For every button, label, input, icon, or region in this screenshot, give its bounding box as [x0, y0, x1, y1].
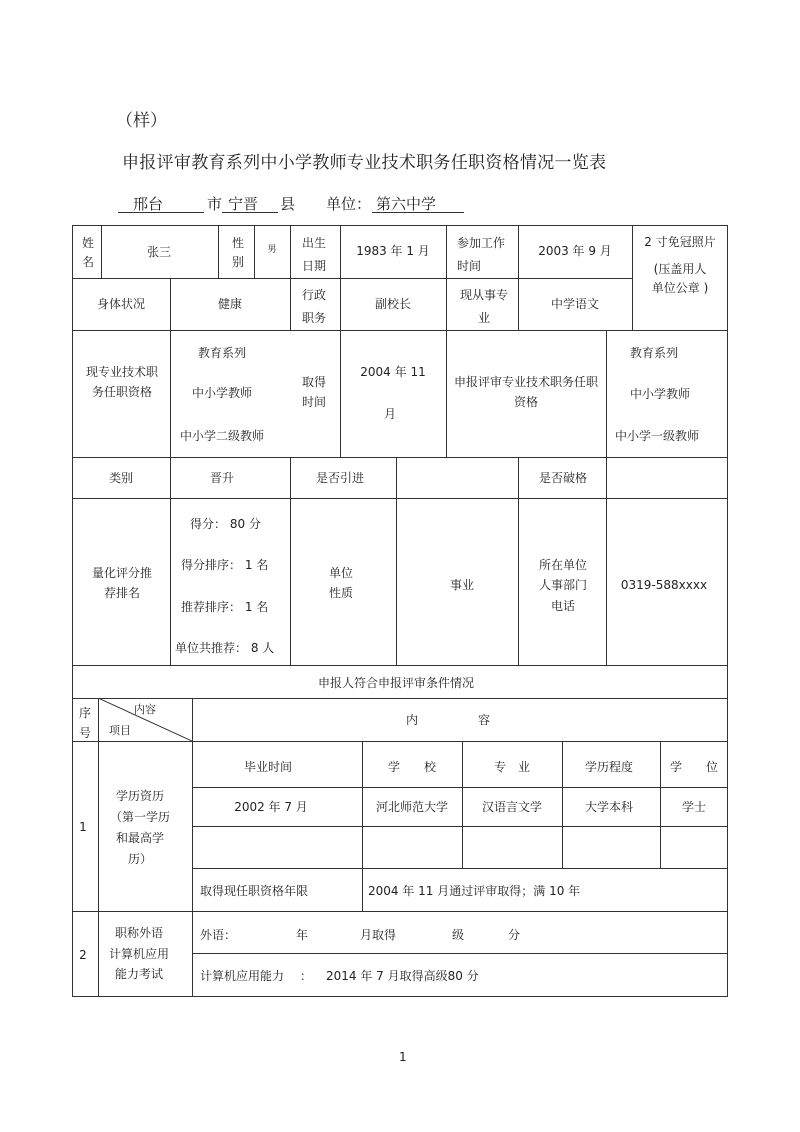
edu-label-line4: 历） — [127, 852, 153, 866]
col-degree-level: 学历程度 — [584, 760, 634, 774]
school-value: 河北师范大学 — [375, 800, 449, 814]
introduced-label: 是否引进 — [315, 471, 365, 485]
degree-value: 学士 — [681, 800, 707, 814]
city-label: 市 — [207, 195, 223, 213]
recommend-rank: 推荐排序： 1 名 — [181, 600, 269, 614]
admin-position-label: 行政职务 — [302, 288, 327, 325]
col-school: 学 校 — [387, 760, 437, 774]
exception-label: 是否破格 — [538, 471, 588, 485]
computer-value: 2014 年 7 月取得高级80 分 — [326, 969, 479, 983]
unit-nature-label: 单位性质 — [328, 566, 353, 601]
content-header: 内 容 — [405, 713, 491, 727]
score-rank-label: 量化评分推荐排名 — [92, 566, 153, 601]
grad-time-value: 2002 年 7 月 — [234, 800, 308, 814]
unit-underline — [372, 212, 464, 213]
name-label: 姓名 — [81, 236, 94, 269]
gender-label: 性别 — [231, 236, 244, 269]
diagonal-content-label: 内容 — [134, 703, 156, 716]
foreign-level-label: 级 — [452, 928, 465, 942]
gender-value: 男 — [267, 245, 277, 255]
foreign-year-label: 年 — [296, 928, 309, 942]
current-title-line2: 中小学教师 — [191, 386, 253, 400]
current-title-line3: 中小学二级教师 — [179, 429, 265, 443]
foreign-score-label: 分 — [508, 928, 521, 942]
tenure-value: 2004 年 11 月通过评审取得；满 10 年 — [368, 884, 581, 898]
unit-label: 单位： — [326, 195, 372, 213]
conditions-title: 申报人符合申报评审条件情况 — [317, 676, 475, 690]
edu-seq: 1 — [79, 820, 87, 834]
photo-instruction-line1: 2 寸免冠照片 — [644, 235, 716, 249]
apply-title-line3: 中小学一级教师 — [614, 429, 700, 443]
score-rank: 得分排序： 1 名 — [181, 558, 269, 572]
col-major: 专 业 — [493, 760, 531, 774]
category-label: 类别 — [108, 471, 134, 485]
apply-title-line2: 中小学教师 — [629, 387, 691, 401]
work-start-value: 2003 年 9 月 — [538, 244, 612, 258]
obtain-time-value-line2: 月 — [383, 407, 397, 421]
major-value: 汉语言文学 — [481, 800, 543, 814]
obtain-time-label: 取得时间 — [302, 375, 327, 410]
current-title-line1: 教育系列 — [197, 346, 247, 360]
tenure-label: 取得现任职资格年限 — [200, 884, 309, 898]
foreign-month-label: 月取得 — [360, 928, 397, 942]
degree-level-value: 大学本科 — [584, 800, 634, 814]
current-major-label: 现从事专业 — [460, 288, 509, 325]
admin-position-value: 副校长 — [374, 297, 412, 311]
hr-phone-value: 0319-588xxxx — [620, 578, 708, 592]
edu-label-line3: 和最高学 — [115, 831, 165, 845]
foreign-language-label: 外语： — [200, 928, 237, 942]
unit-nature-value: 事业 — [449, 578, 475, 592]
birth-value: 1983 年 1 月 — [356, 244, 430, 258]
photo-instruction-line2: (压盖用人 — [653, 262, 707, 276]
county-underline — [222, 212, 278, 213]
seq-label: 序号 — [78, 706, 91, 741]
exam-label-line2: 计算机应用 — [108, 947, 170, 961]
exam-label-line1: 职称外语 — [114, 926, 164, 940]
obtain-time-value-line1: 2004 年 11 — [360, 365, 426, 379]
computer-label: 计算机应用能力 — [200, 969, 285, 983]
edu-label-line1: 学历资历 — [115, 789, 165, 803]
edu-label-line2: （第一学历 — [109, 810, 171, 824]
score-text: 得分： 80 分 — [190, 517, 261, 531]
county-label: 县 — [280, 195, 296, 213]
page-number: 1 — [399, 1050, 407, 1064]
col-degree: 学 位 — [669, 760, 719, 774]
work-start-label: 参加工作时间 — [457, 236, 506, 273]
apply-title-line1: 教育系列 — [629, 346, 679, 360]
name-value: 张三 — [146, 245, 172, 259]
hr-phone-label: 所在单位人事部门电话 — [538, 558, 587, 613]
city-underline — [118, 212, 204, 213]
current-major-value: 中学语文 — [550, 297, 600, 311]
sample-mark: （样） — [116, 111, 167, 131]
unit-total-recommended: 单位共推荐： 8 人 — [175, 641, 275, 655]
county-value: 宁晋 — [228, 195, 259, 213]
form-title: 申报评审教育系列中小学教师专业技术职务任职资格情况一览表 — [122, 153, 607, 173]
exam-seq: 2 — [79, 948, 87, 962]
unit-value: 第六中学 — [376, 195, 437, 213]
birth-label: 出生日期 — [302, 236, 327, 273]
diagonal-item-label: 项目 — [109, 724, 131, 737]
health-value: 健康 — [217, 297, 243, 311]
photo-instruction-line3: 单位公章 ) — [651, 281, 709, 295]
city-value: 邢台 — [133, 195, 164, 213]
current-title-label: 现专业技术职务任职资格 — [86, 365, 159, 400]
col-grad-time: 毕业时间 — [243, 760, 293, 774]
computer-colon: ： — [300, 969, 313, 983]
health-label: 身体状况 — [96, 297, 146, 311]
apply-title-label: 申报评审专业技术职务任职资格 — [453, 375, 598, 410]
category-value: 晋升 — [209, 471, 235, 485]
exam-label-line3: 能力考试 — [114, 967, 164, 981]
